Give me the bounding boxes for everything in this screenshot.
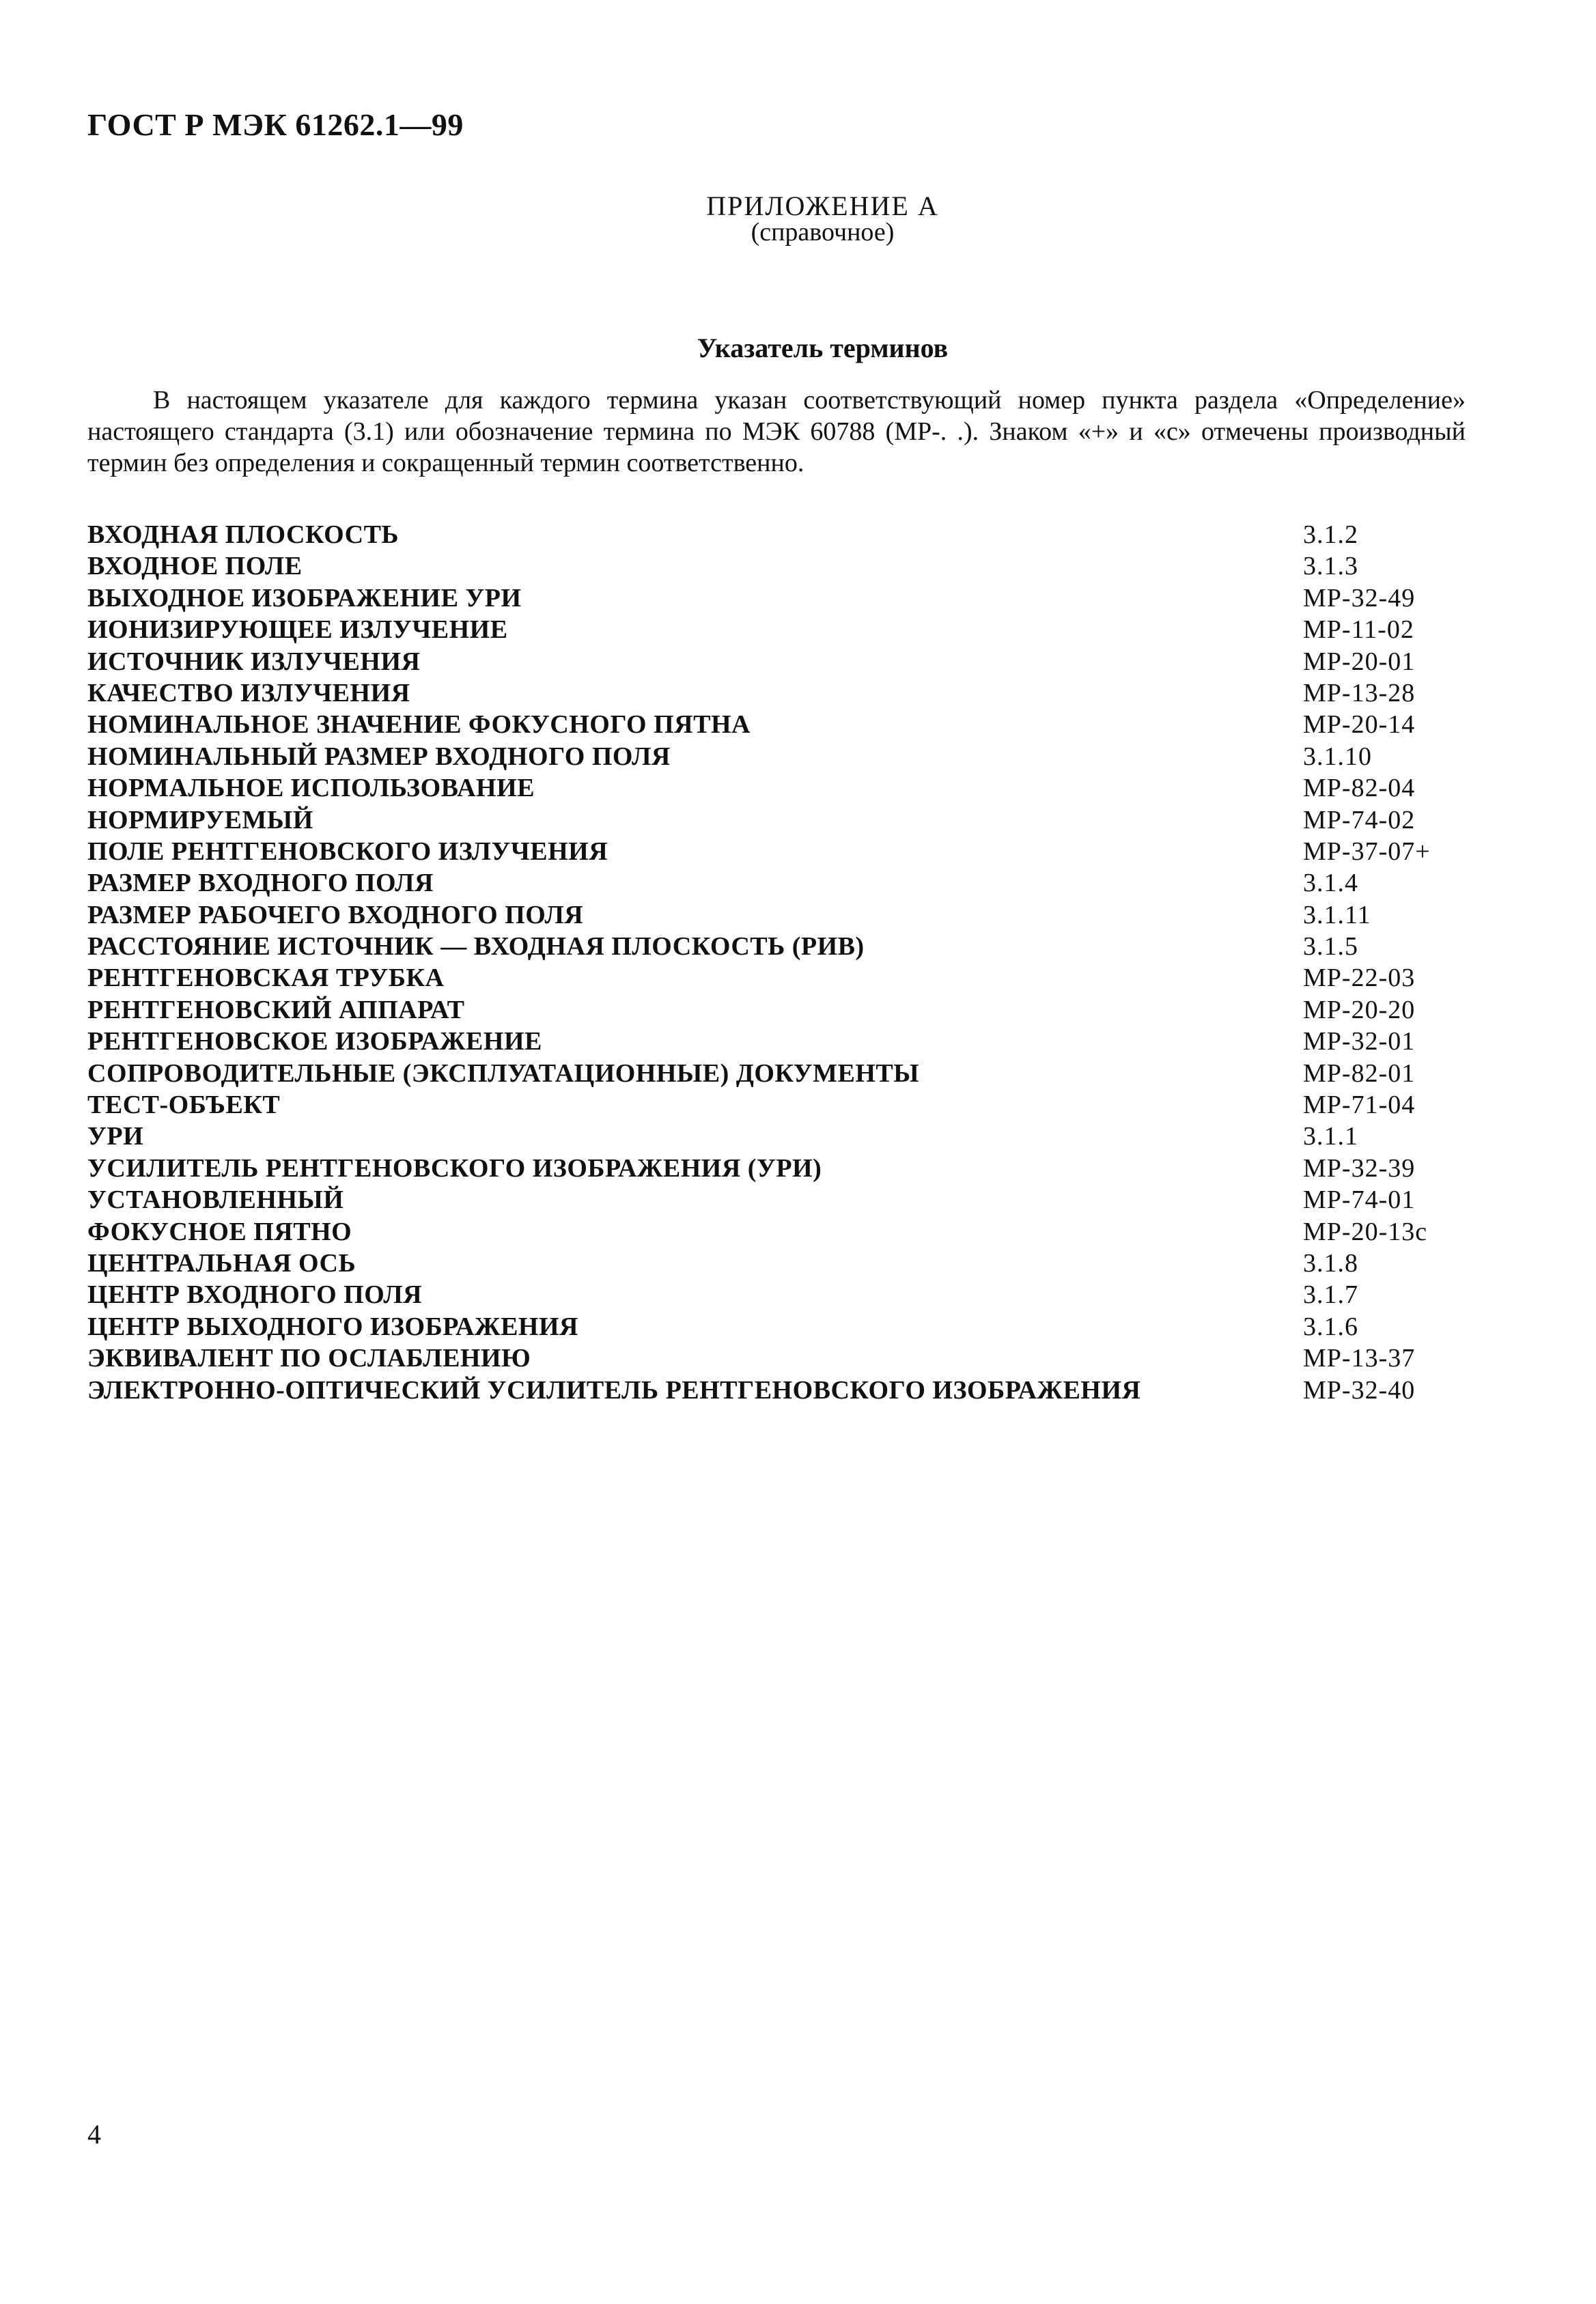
term-name: РЕНТГЕНОВСКИЙ АППАРАТ	[87, 995, 465, 1024]
term-reference: 3.1.11	[1303, 900, 1371, 929]
term-name: ЦЕНТР ВЫХОДНОГО ИЗОБРАЖЕНИЯ	[87, 1312, 578, 1341]
term-reference: МР-20-13с	[1303, 1217, 1428, 1246]
term-row	[87, 1184, 1453, 1216]
term-row	[87, 1026, 1453, 1057]
term-row	[87, 677, 1453, 709]
term-row	[87, 1089, 1453, 1121]
term-name: РЕНТГЕНОВСКОЕ ИЗОБРАЖЕНИЕ	[87, 1027, 542, 1056]
term-row	[87, 867, 1453, 899]
term-name: НОМИНАЛЬНОЕ ЗНАЧЕНИЕ ФОКУСНОГО ПЯТНА	[87, 710, 751, 740]
term-name: ЭКВИВАЛЕНТ ПО ОСЛАБЛЕНИЮ	[87, 1344, 531, 1373]
term-reference: МР-13-28	[1303, 678, 1416, 707]
term-name: СОПРОВОДИТЕЛЬНЫЕ (ЭКСПЛУАТАЦИОННЫЕ) ДОКУМЕНТЫ	[87, 1058, 920, 1088]
term-name: ЭЛЕКТРОННО-ОПТИЧЕСКИЙ УСИЛИТЕЛЬ РЕНТГЕНОВСКОГО ИЗОБРАЖЕНИЯ	[87, 1375, 1141, 1405]
term-reference: МР-32-40	[1303, 1375, 1416, 1405]
term-name: УРИ	[87, 1122, 144, 1151]
term-row	[87, 1375, 1453, 1406]
term-reference: МР-32-49	[1303, 583, 1416, 613]
term-name: ВЫХОДНОЕ ИЗОБРАЖЕНИЕ УРИ	[87, 583, 522, 613]
term-row	[87, 1058, 1453, 1089]
document-standard-code: ГОСТ Р МЭК 61262.1—99	[87, 107, 464, 142]
term-row	[87, 1343, 1453, 1374]
term-reference: МР-82-04	[1303, 774, 1416, 803]
term-row	[87, 962, 1453, 994]
term-name: ФОКУСНОЕ ПЯТНО	[87, 1217, 352, 1246]
term-reference: МР-11-02	[1303, 615, 1414, 645]
term-reference: 3.1.10	[1303, 742, 1372, 771]
term-row	[87, 804, 1453, 836]
term-reference: МР-22-03	[1303, 964, 1416, 993]
term-name: ЦЕНТРАЛЬНАЯ ОСЬ	[87, 1248, 356, 1278]
term-name: РАЗМЕР ВХОДНОГО ПОЛЯ	[87, 869, 434, 898]
index-intro-paragraph: В настоящем указателе для каждого термина указан соответствующий номер пункта раздела «Определение» настоящего стандарта (3.1) или обозначение термина по МЭК 60788 (МР-. .). Знаком «+» и «с» отмечены производный термин без определения и сокращенный термин соответственно.	[87, 386, 1466, 477]
terms-list	[87, 519, 1453, 1406]
term-reference: МР-82-01	[1303, 1058, 1416, 1088]
term-name: ИОНИЗИРУЮЩЕЕ ИЗЛУЧЕНИЕ	[87, 615, 508, 645]
term-reference: 3.1.7	[1303, 1280, 1358, 1310]
term-reference: МР-37-07+	[1303, 837, 1431, 866]
term-reference: 3.1.8	[1303, 1248, 1358, 1278]
term-reference: МР-74-02	[1303, 805, 1416, 834]
appendix-subtitle: (справочное)	[751, 218, 895, 247]
term-reference: 3.1.1	[1303, 1122, 1358, 1151]
term-row	[87, 646, 1453, 677]
term-name: РАССТОЯНИЕ ИСТОЧНИК — ВХОДНАЯ ПЛОСКОСТЬ (РИВ)	[87, 932, 865, 961]
term-row	[87, 1216, 1453, 1248]
term-name: ВХОДНОЕ ПОЛЕ	[87, 552, 303, 581]
term-row	[87, 899, 1453, 931]
term-reference: МР-32-01	[1303, 1027, 1416, 1056]
term-name: РАЗМЕР РАБОЧЕГО ВХОДНОГО ПОЛЯ	[87, 900, 584, 929]
term-reference: 3.1.5	[1303, 932, 1358, 961]
term-name: ПОЛЕ РЕНТГЕНОВСКОГО ИЗЛУЧЕНИЯ	[87, 837, 608, 866]
term-row	[87, 1311, 1453, 1343]
term-reference: 3.1.2	[1303, 520, 1358, 549]
term-row	[87, 931, 1453, 962]
term-reference: МР-74-01	[1303, 1185, 1416, 1215]
term-reference: МР-32-39	[1303, 1153, 1416, 1183]
appendix-title: ПРИЛОЖЕНИЕ А	[706, 191, 939, 221]
term-row	[87, 1121, 1453, 1152]
term-name: РЕНТГЕНОВСКАЯ ТРУБКА	[87, 964, 445, 993]
term-row	[87, 519, 1453, 550]
term-reference: 3.1.6	[1303, 1312, 1358, 1341]
term-name: УСТАНОВЛЕННЫЙ	[87, 1185, 344, 1215]
term-row	[87, 614, 1453, 645]
term-row	[87, 709, 1453, 740]
term-row	[87, 772, 1453, 804]
term-name: ВХОДНАЯ ПЛОСКОСТЬ	[87, 520, 400, 549]
term-row	[87, 1153, 1453, 1184]
term-row	[87, 550, 1453, 582]
term-reference: МР-20-14	[1303, 710, 1416, 740]
index-title: Указатель терминов	[697, 333, 949, 363]
term-reference: МР-20-20	[1303, 995, 1416, 1024]
page-number: 4	[87, 2119, 101, 2150]
term-name: НОРМАЛЬНОЕ ИСПОЛЬЗОВАНИЕ	[87, 774, 535, 803]
term-name: ТЕСТ-ОБЪЕКТ	[87, 1091, 281, 1120]
term-reference: МР-13-37	[1303, 1344, 1416, 1373]
term-row	[87, 741, 1453, 772]
term-name: КАЧЕСТВО ИЗЛУЧЕНИЯ	[87, 678, 410, 707]
term-name: ЦЕНТР ВХОДНОГО ПОЛЯ	[87, 1280, 423, 1310]
term-name: НОРМИРУЕМЫЙ	[87, 805, 313, 834]
term-name: ИСТОЧНИК ИЗЛУЧЕНИЯ	[87, 647, 421, 676]
term-reference: 3.1.3	[1303, 552, 1358, 581]
term-row	[87, 1279, 1453, 1310]
term-name: УСИЛИТЕЛЬ РЕНТГЕНОВСКОГО ИЗОБРАЖЕНИЯ (УРИ)	[87, 1153, 822, 1183]
term-row	[87, 582, 1453, 614]
term-name: НОМИНАЛЬНЫЙ РАЗМЕР ВХОДНОГО ПОЛЯ	[87, 742, 671, 771]
term-reference: МР-71-04	[1303, 1091, 1416, 1120]
term-reference: МР-20-01	[1303, 647, 1416, 676]
term-row	[87, 1248, 1453, 1279]
term-row	[87, 836, 1453, 867]
term-reference: 3.1.4	[1303, 869, 1358, 898]
term-row	[87, 994, 1453, 1026]
